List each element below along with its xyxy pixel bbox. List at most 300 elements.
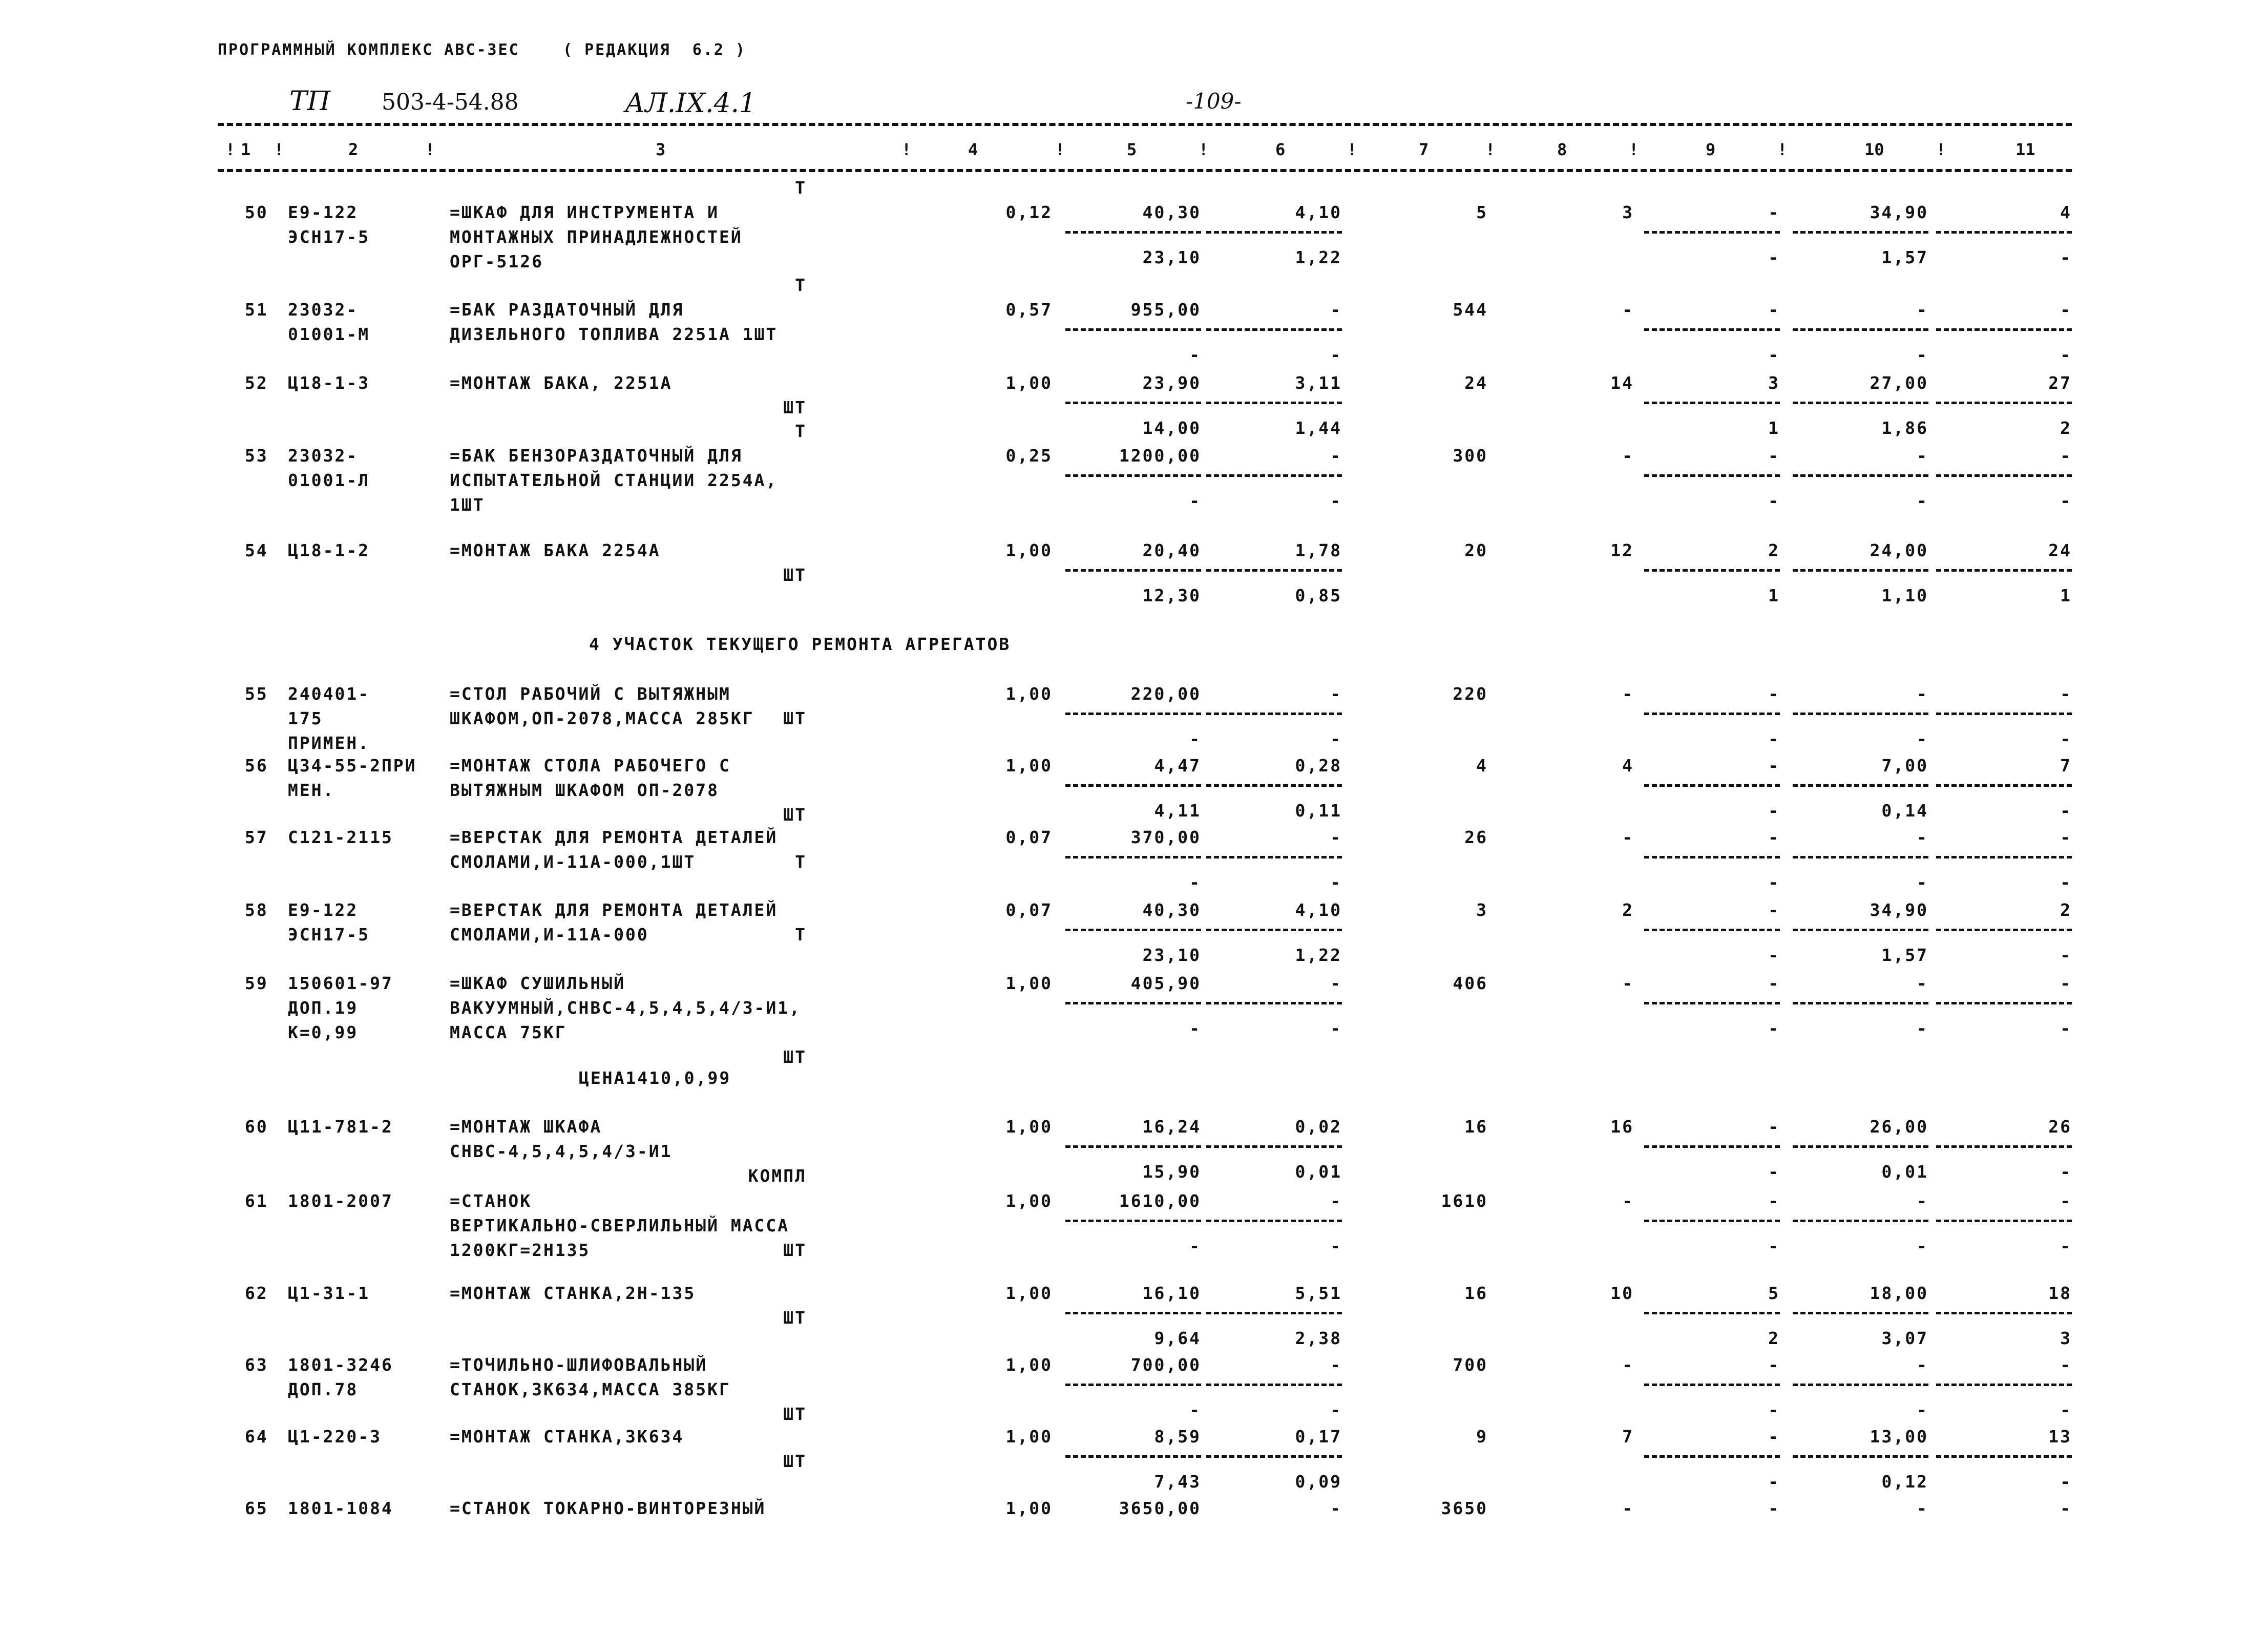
cell-quantity: 0,57 (1005, 300, 1053, 320)
cell-col6-upper: 4,10 (1295, 900, 1342, 920)
row-description: =БАК БЕНЗОРАЗДАТОЧНЫЙ ДЛЯ (450, 446, 743, 466)
cell-col6-upper: - (1330, 1355, 1342, 1375)
cell-col11-lower: 3 (2060, 1328, 2072, 1348)
cell-col8: 3 (1622, 202, 1634, 222)
cell-col5-lower: - (1189, 1400, 1201, 1420)
cell-col9-upper: - (1768, 973, 1780, 993)
cell-col7: 3650 (1441, 1498, 1488, 1518)
cell-col9-upper: - (1768, 446, 1780, 466)
fraction-line-col11 (1936, 1145, 2072, 1148)
cell-col10-lower: - (1917, 1018, 1928, 1038)
row-code: 01001-М (288, 324, 370, 344)
cell-col5-upper: 16,24 (1142, 1117, 1201, 1137)
row-unit: Т (795, 852, 807, 872)
cell-col11-upper: 4 (2060, 202, 2072, 222)
cell-col10-lower: - (1917, 345, 1928, 365)
fraction-line-col10 (1793, 569, 1928, 572)
row-code: К=0,99 (288, 1022, 359, 1042)
cell-col10-upper: - (1917, 300, 1928, 320)
fraction-line-col5 (1065, 929, 1201, 931)
cell-col9-lower: - (1768, 1236, 1780, 1256)
fraction-line-col9 (1644, 784, 1780, 787)
row-number: 57 (245, 827, 268, 847)
cell-col6-lower: 0,85 (1295, 585, 1342, 605)
cell-col11-lower: - (2060, 247, 2072, 267)
cell-col10-lower: - (1917, 491, 1928, 511)
cell-col11-upper: - (2060, 1498, 2072, 1518)
column-separator: ! (1629, 140, 1639, 159)
cell-col10-lower: - (1917, 729, 1928, 749)
cell-col10-upper: - (1917, 1191, 1928, 1211)
cell-quantity: 1,00 (1005, 540, 1053, 560)
column-separator: ! (1936, 140, 1946, 159)
cell-col5-upper: 700,00 (1130, 1355, 1201, 1375)
row-number: 60 (245, 1117, 268, 1137)
row-description: =СТАНОК (450, 1191, 532, 1211)
fraction-line-col5 (1065, 569, 1201, 572)
fraction-line-col6 (1206, 569, 1342, 572)
row-description: ШКАФОМ,ОП-2078,МАССА 285КГ (450, 708, 754, 728)
row-number: 65 (245, 1498, 268, 1518)
row-unit: ШТ (783, 1047, 807, 1067)
cell-col9-upper: - (1768, 202, 1780, 222)
column-separator: ! (1055, 140, 1065, 159)
cell-col9-upper: 5 (1768, 1283, 1780, 1303)
row-code: Е9-122 (288, 202, 359, 222)
row-description: ОРГ-5126 (450, 252, 543, 271)
row-description: =СТОЛ РАБОЧИЙ С ВЫТЯЖНЫМ (450, 684, 731, 704)
cell-col6-upper: - (1330, 973, 1342, 993)
cell-col9-upper: - (1768, 1117, 1780, 1137)
cell-col7: 16 (1464, 1117, 1488, 1137)
cell-col6-upper: - (1330, 300, 1342, 320)
fraction-line-col6 (1206, 713, 1342, 715)
fraction-line-col11 (1936, 1312, 2072, 1314)
cell-col5-lower: - (1189, 729, 1201, 749)
cell-col6-upper: 1,78 (1295, 540, 1342, 560)
fraction-line-col10 (1793, 328, 1928, 331)
cell-col9-upper: - (1768, 900, 1780, 920)
fraction-line-col10 (1793, 784, 1928, 787)
cell-col10-upper: 34,90 (1870, 202, 1928, 222)
cell-col10-lower: 0,12 (1881, 1472, 1928, 1492)
cell-col5-lower: - (1189, 491, 1201, 511)
cell-col7: 26 (1464, 827, 1488, 847)
cell-quantity: 1,00 (1005, 1427, 1053, 1447)
cell-col8: 12 (1610, 540, 1634, 560)
row-description: СТАНОК,3К634,МАССА 385КГ (450, 1379, 731, 1399)
cell-col10-lower: - (1917, 1400, 1928, 1420)
column-header-3: 3 (656, 140, 666, 159)
cell-quantity: 0,25 (1005, 446, 1053, 466)
cell-col10-upper: 26,00 (1870, 1117, 1928, 1137)
column-separator: ! (1485, 140, 1496, 159)
cell-col5-upper: 1610,00 (1119, 1191, 1201, 1211)
row-description: =МОНТАЖ СТОЛА РАБОЧЕГО С (450, 756, 731, 776)
row-code: Ц34-55-2ПРИ (288, 756, 417, 776)
cell-col5-upper: 40,30 (1142, 900, 1201, 920)
row-number: 56 (245, 756, 268, 776)
cell-col11-lower: - (2060, 1400, 2072, 1420)
cell-col10-upper: - (1917, 827, 1928, 847)
cell-col11-lower: 1 (2060, 585, 2072, 605)
cell-col10-upper: - (1917, 1355, 1928, 1375)
fraction-line-col5 (1065, 784, 1201, 787)
cell-quantity: 1,00 (1005, 373, 1053, 393)
fraction-line-col6 (1206, 1455, 1342, 1458)
row-code: 240401- (288, 684, 370, 704)
cell-col11-upper: - (2060, 827, 2072, 847)
cell-col9-upper: - (1768, 1191, 1780, 1211)
cell-quantity: 1,00 (1005, 756, 1053, 776)
cell-col11-lower: - (2060, 945, 2072, 965)
row-code: ЭСН17-5 (288, 925, 370, 945)
row-code: ДОП.78 (288, 1379, 359, 1399)
fraction-line-col6 (1206, 784, 1342, 787)
row-description: =МОНТАЖ СТАНКА,2Н-135 (450, 1283, 696, 1303)
cell-quantity: 0,12 (1005, 202, 1053, 222)
cell-col9-upper: - (1768, 300, 1780, 320)
cell-col11-lower: - (2060, 801, 2072, 821)
fraction-line-col11 (1936, 1002, 2072, 1004)
cell-col11-upper: - (2060, 1191, 2072, 1211)
column-header-6: 6 (1275, 140, 1286, 159)
cell-col7: 220 (1453, 684, 1488, 704)
cell-col10-upper: - (1917, 446, 1928, 466)
fraction-line-col6 (1206, 402, 1342, 404)
row-code: Ц18-1-2 (288, 540, 370, 560)
cell-col10-lower: 1,86 (1881, 418, 1928, 438)
cell-col7: 20 (1464, 540, 1488, 560)
column-separator: ! (901, 140, 912, 159)
fraction-line-col9 (1644, 1145, 1780, 1148)
fraction-line-col6 (1206, 1145, 1342, 1148)
fraction-line-col10 (1793, 1220, 1928, 1222)
cell-col9-upper: 2 (1768, 540, 1780, 560)
column-header-10: 10 (1864, 140, 1884, 159)
row-unit: ШТ (783, 1308, 807, 1328)
fraction-line-col9 (1644, 856, 1780, 858)
cell-col10-lower: - (1917, 1236, 1928, 1256)
cell-col6-lower: - (1330, 1018, 1342, 1038)
cell-col11-upper: 18 (2048, 1283, 2072, 1303)
stamp-code-number: 503-4-54.88 (382, 89, 519, 115)
cell-col11-upper: 27 (2048, 373, 2072, 393)
row-code: 23032- (288, 300, 359, 320)
row-number: 59 (245, 973, 268, 993)
cell-col6-upper: 5,51 (1295, 1283, 1342, 1303)
cell-col5-upper: 955,00 (1130, 300, 1201, 320)
cell-col10-upper: 27,00 (1870, 373, 1928, 393)
row-number: 53 (245, 446, 268, 466)
price-note: ЦЕНА1410,0,99 (579, 1068, 731, 1088)
cell-col9-upper: - (1768, 1498, 1780, 1518)
cell-col6-lower: - (1330, 491, 1342, 511)
row-unit: ШТ (783, 1451, 807, 1471)
cell-col8: - (1622, 1498, 1634, 1518)
fraction-line-col5 (1065, 1002, 1201, 1004)
cell-col9-lower: 1 (1768, 418, 1780, 438)
cell-col8: - (1622, 1355, 1634, 1375)
fraction-line-col11 (1936, 1384, 2072, 1386)
cell-col6-lower: - (1330, 729, 1342, 749)
cell-col10-lower: 1,10 (1881, 585, 1928, 605)
row-description: ДИЗЕЛЬНОГО ТОПЛИВА 2251А 1ШТ (450, 324, 778, 344)
cell-col9-lower: - (1768, 872, 1780, 892)
column-header-4: 4 (968, 140, 978, 159)
fraction-line-col5 (1065, 328, 1201, 331)
cell-col9-upper: - (1768, 756, 1780, 776)
fraction-line-col11 (1936, 474, 2072, 477)
cell-col7: 544 (1453, 300, 1488, 320)
column-separator: ! (425, 140, 435, 159)
row-code: Ц1-31-1 (288, 1283, 370, 1303)
cell-col6-upper: - (1330, 1191, 1342, 1211)
fraction-line-col6 (1206, 231, 1342, 234)
cell-col6-upper: - (1330, 684, 1342, 704)
cell-col11-upper: 24 (2048, 540, 2072, 560)
cell-col6-lower: 0,09 (1295, 1472, 1342, 1492)
fraction-line-col5 (1065, 1455, 1201, 1458)
cell-quantity: 1,00 (1005, 1498, 1053, 1518)
cell-col7: 300 (1453, 446, 1488, 466)
cell-col6-upper: 4,10 (1295, 202, 1342, 222)
cell-col10-upper: 18,00 (1870, 1283, 1928, 1303)
cell-col10-lower: 0,14 (1881, 801, 1928, 821)
column-separator: ! (1777, 140, 1788, 159)
column-header-8: 8 (1557, 140, 1567, 159)
fraction-line-col10 (1793, 929, 1928, 931)
cell-col5-lower: - (1189, 1018, 1201, 1038)
cell-col11-lower: - (2060, 1162, 2072, 1182)
cell-quantity: 1,00 (1005, 1283, 1053, 1303)
row-description: 1200КГ=2Н135 (450, 1240, 591, 1260)
fraction-line-col6 (1206, 1384, 1342, 1386)
row-unit: КОМПЛ (748, 1166, 807, 1186)
fraction-line-col5 (1065, 402, 1201, 404)
cell-col7: 16 (1464, 1283, 1488, 1303)
fraction-line-col5 (1065, 713, 1201, 715)
cell-col6-upper: - (1330, 827, 1342, 847)
cell-col6-upper: 0,17 (1295, 1427, 1342, 1447)
cell-col5-upper: 4,47 (1154, 756, 1201, 776)
cell-col5-upper: 220,00 (1130, 684, 1201, 704)
cell-col7: 9 (1476, 1427, 1488, 1447)
cell-col5-upper: 3650,00 (1119, 1498, 1201, 1518)
cell-col9-upper: - (1768, 1355, 1780, 1375)
cell-quantity: 1,00 (1005, 1191, 1053, 1211)
cell-col7: 4 (1476, 756, 1488, 776)
cell-col9-lower: - (1768, 801, 1780, 821)
fraction-line-col11 (1936, 569, 2072, 572)
cell-col11-upper: 7 (2060, 756, 2072, 776)
row-code: 150601-97 (288, 973, 393, 993)
row-number: 62 (245, 1283, 268, 1303)
fraction-line-col9 (1644, 1455, 1780, 1458)
cell-col6-lower: - (1330, 1400, 1342, 1420)
cell-col9-lower: - (1768, 345, 1780, 365)
fraction-line-col9 (1644, 1384, 1780, 1386)
row-code: 1801-1084 (288, 1498, 393, 1518)
fraction-line-col5 (1065, 231, 1201, 234)
cell-col9-lower: - (1768, 1018, 1780, 1038)
row-code: 23032- (288, 446, 359, 466)
fraction-line-col5 (1065, 856, 1201, 858)
fraction-line-col5 (1065, 1220, 1201, 1222)
cell-quantity: 0,07 (1005, 900, 1053, 920)
fraction-line-col10 (1793, 474, 1928, 477)
column-header-2: 2 (348, 140, 359, 159)
fraction-line-col11 (1936, 784, 2072, 787)
cell-col10-lower: 1,57 (1881, 945, 1928, 965)
row-number: 63 (245, 1355, 268, 1375)
cell-col5-lower: - (1189, 872, 1201, 892)
cell-col5-upper: 40,30 (1142, 202, 1201, 222)
cell-col6-lower: 1,22 (1295, 247, 1342, 267)
cell-col9-upper: - (1768, 827, 1780, 847)
cell-col8: - (1622, 1191, 1634, 1211)
row-number: 54 (245, 540, 268, 560)
column-separator: ! (225, 140, 236, 159)
row-description: =МОНТАЖ БАКА 2254А (450, 540, 661, 560)
cell-col11-lower: - (2060, 345, 2072, 365)
fraction-line-col11 (1936, 713, 2072, 715)
fraction-line-col5 (1065, 474, 1201, 477)
fraction-line-col10 (1793, 1002, 1928, 1004)
fraction-line-col10 (1793, 1312, 1928, 1314)
row-number: 51 (245, 300, 268, 320)
row-description: ВЕРТИКАЛЬНО-СВЕРЛИЛЬНЫЙ МАССА (450, 1216, 790, 1235)
fraction-line-col9 (1644, 474, 1780, 477)
cell-col9-lower: - (1768, 945, 1780, 965)
row-number: 61 (245, 1191, 268, 1211)
row-description: =БАК РАЗДАТОЧНЫЙ ДЛЯ (450, 300, 684, 320)
cell-col10-upper: 34,90 (1870, 900, 1928, 920)
cell-col7: 24 (1464, 373, 1488, 393)
row-unit: ШТ (783, 397, 807, 417)
fraction-line-col9 (1644, 929, 1780, 931)
cell-col5-upper: 1200,00 (1119, 446, 1201, 466)
cell-col7: 3 (1476, 900, 1488, 920)
column-header-7: 7 (1419, 140, 1429, 159)
fraction-line-col5 (1065, 1145, 1201, 1148)
column-separator: ! (1347, 140, 1357, 159)
row-description: МОНТАЖНЫХ ПРИНАДЛЕЖНОСТЕЙ (450, 227, 743, 247)
cell-col9-upper: - (1768, 684, 1780, 704)
row-code: 1801-3246 (288, 1355, 393, 1375)
cell-col7: 700 (1453, 1355, 1488, 1375)
row-unit: Т (795, 178, 807, 198)
fraction-line-col9 (1644, 402, 1780, 404)
fraction-line-col11 (1936, 328, 2072, 331)
row-unit: ШТ (783, 1240, 807, 1260)
fraction-line-col9 (1644, 328, 1780, 331)
row-description: =МОНТАЖ СТАНКА,3К634 (450, 1427, 684, 1447)
row-description: СМОЛАМИ,И-11А-000,1ШТ (450, 852, 696, 872)
cell-col6-lower: 0,01 (1295, 1162, 1342, 1182)
cell-col7: 406 (1453, 973, 1488, 993)
row-description: 1ШТ (450, 495, 485, 515)
column-separator: ! (274, 140, 284, 159)
row-description: =СТАНОК ТОКАРНО-ВИНТОРЕЗНЫЙ (450, 1498, 766, 1518)
fraction-line-col11 (1936, 1220, 2072, 1222)
cell-col6-upper: 0,28 (1295, 756, 1342, 776)
fraction-line-col9 (1644, 713, 1780, 715)
cell-col11-lower: - (2060, 1018, 2072, 1038)
section-title: 4 УЧАСТОК ТЕКУЩЕГО РЕМОНТА АГРЕГАТОВ (589, 634, 1011, 654)
row-description: =МОНТАЖ ШКАФА (450, 1117, 602, 1137)
cell-col5-lower: 23,10 (1142, 247, 1201, 267)
row-code: 01001-Л (288, 470, 370, 490)
cell-col10-upper: - (1917, 684, 1928, 704)
row-number: 50 (245, 202, 268, 222)
cell-col10-lower: 3,07 (1881, 1328, 1928, 1348)
cell-col5-lower: 23,10 (1142, 945, 1201, 965)
fraction-line-col10 (1793, 856, 1928, 858)
row-code: Ц1-220-3 (288, 1427, 382, 1447)
row-number: 52 (245, 373, 268, 393)
cell-col5-lower: 4,11 (1154, 801, 1201, 821)
cell-col5-lower: 7,43 (1154, 1472, 1201, 1492)
row-code: МЕН. (288, 780, 335, 800)
cell-col9-lower: - (1768, 1162, 1780, 1182)
fraction-line-col6 (1206, 856, 1342, 858)
fraction-line-col11 (1936, 402, 2072, 404)
cell-col8: - (1622, 300, 1634, 320)
cell-quantity: 0,07 (1005, 827, 1053, 847)
cell-col8: 16 (1610, 1117, 1634, 1137)
cell-col9-lower: - (1768, 729, 1780, 749)
cell-quantity: 1,00 (1005, 973, 1053, 993)
cell-col5-upper: 405,90 (1130, 973, 1201, 993)
cell-col8: 4 (1622, 756, 1634, 776)
cell-col6-upper: 3,11 (1295, 373, 1342, 393)
fraction-line-col6 (1206, 1220, 1342, 1222)
row-description: ИСПЫТАТЕЛЬНОЙ СТАНЦИИ 2254А, (450, 470, 778, 490)
row-unit: Т (795, 275, 807, 295)
cell-col6-lower: 1,44 (1295, 418, 1342, 438)
cell-col8: 7 (1622, 1427, 1634, 1447)
page-number: -109- (1186, 89, 1242, 114)
fraction-line-col5 (1065, 1384, 1201, 1386)
cell-col11-upper: - (2060, 973, 2072, 993)
fraction-line-col10 (1793, 1145, 1928, 1148)
fraction-line-col6 (1206, 474, 1342, 477)
fraction-line-col6 (1206, 1002, 1342, 1004)
header-rule-bottom (218, 169, 2072, 172)
cell-col6-upper: - (1330, 446, 1342, 466)
row-unit: ШТ (783, 565, 807, 585)
fraction-line-col10 (1793, 1384, 1928, 1386)
cell-col5-upper: 8,59 (1154, 1427, 1201, 1447)
cell-col5-lower: 14,00 (1142, 418, 1201, 438)
cell-col10-upper: 24,00 (1870, 540, 1928, 560)
fraction-line-col5 (1065, 1312, 1201, 1314)
cell-col11-lower: - (2060, 491, 2072, 511)
cell-col8: 14 (1610, 373, 1634, 393)
row-description: ВЫТЯЖНЫМ ШКАФОМ ОП-2078 (450, 780, 719, 800)
row-code: 1801-2007 (288, 1191, 393, 1211)
cell-col6-lower: 2,38 (1295, 1328, 1342, 1348)
row-number: 64 (245, 1427, 268, 1447)
cell-col9-lower: - (1768, 1472, 1780, 1492)
fraction-line-col9 (1644, 1220, 1780, 1222)
fraction-line-col11 (1936, 929, 2072, 931)
row-description: =ШКАФ СУШИЛЬНЫЙ (450, 973, 626, 993)
column-header-5: 5 (1127, 140, 1137, 159)
cell-col11-lower: - (2060, 1236, 2072, 1256)
cell-col10-upper: - (1917, 1498, 1928, 1518)
